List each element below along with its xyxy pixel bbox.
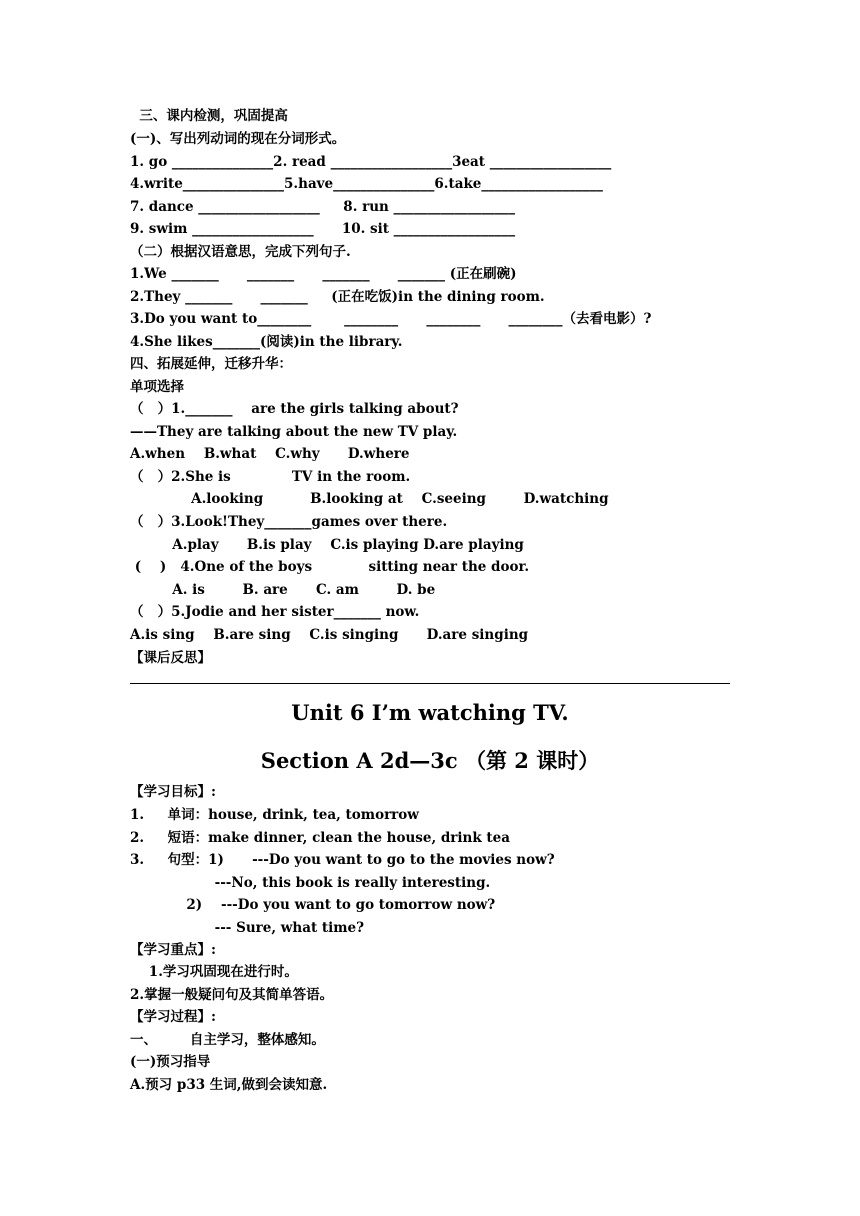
unit-title: Unit 6 I’m watching TV. [291, 700, 569, 725]
reflection-heading: 【课后反思】 [130, 650, 211, 666]
exercise-line: 4.write_______________5.have_______________6.take__________________ [130, 176, 603, 192]
exercise-line: 7. dance __________________ 8. run __________________ [130, 199, 516, 215]
mc-question: （ ）1._______ are the girls talking about? [130, 401, 459, 417]
sentence-line: 4.She likes_______(阅读)in the library. [130, 334, 403, 350]
mc-question: ——They are talking about the new TV play. [130, 424, 458, 440]
section-heading-3: 三、课内检测，巩固提高 [130, 108, 288, 124]
divider-line [130, 683, 730, 684]
exercise-line: 1. go _______________2. read __________________3eat __________________ [130, 154, 612, 170]
section-title: Section A 2d—3c （第 2 课时） [260, 748, 600, 773]
objective-line: ---No, this book is really interesting. [130, 875, 491, 891]
exercise-heading-1: (一)、写出列动词的现在分词形式。 [130, 131, 346, 147]
mc-options: A. is B. are C. am D. be [130, 582, 436, 598]
objective-line: 3. 句型：1) ---Do you want to go to the movies now? [130, 852, 555, 868]
objective-line: 2) ---Do you want to go tomorrow now? [130, 897, 496, 913]
section-heading-4: 四、拓展延伸，迁移升华： [130, 356, 292, 372]
sentence-line: 2.They _______ _______ (正在吃饭)in the dining room. [130, 289, 545, 305]
mc-options: A.play B.is play C.is playing D.are playing [130, 537, 524, 553]
mc-options: A.looking B.looking at C.seeing D.watching [130, 491, 609, 507]
process-line: (一)预习指导 [130, 1054, 211, 1070]
key-point-line: 1.学习巩固现在进行时。 [130, 964, 298, 980]
process-line: 一、 自主学习，整体感知。 [130, 1032, 325, 1048]
mc-question: （ ）5.Jodie and her sister_______ now. [130, 604, 420, 620]
process-line: A.预习 p33 生词,做到会读知意. [130, 1077, 328, 1093]
sentence-line: 1.We _______ _______ _______ _______ (正在刷碗) [130, 266, 517, 282]
objectives-heading: 【学习目标】: [130, 784, 216, 800]
process-heading: 【学习过程】: [130, 1009, 216, 1025]
key-point-line: 2.掌握一般疑问句及其简单答语。 [130, 987, 334, 1003]
mc-options: A.is sing B.are sing C.is singing D.are singing [130, 627, 529, 643]
objective-line: 2. 短语：make dinner, clean the house, drink tea [130, 830, 510, 846]
mc-question: （ ）2.She is TV in the room. [130, 469, 411, 485]
objective-line: --- Sure, what time? [130, 920, 365, 936]
key-points-heading: 【学习重点】: [130, 942, 216, 958]
exercise-line: 9. swim __________________ 10. sit __________________ [130, 221, 516, 237]
objective-line: 1. 单词：house, drink, tea, tomorrow [130, 807, 419, 823]
mc-options: A.when B.what C.why D.where [130, 446, 410, 462]
mc-question: （ ）3.Look!They_______games over there. [130, 514, 448, 530]
exercise-heading-2: （二）根据汉语意思，完成下列句子. [130, 244, 351, 260]
mc-question: ( ) 4.One of the boys sitting near the door. [130, 559, 530, 575]
mc-heading: 单项选择 [130, 379, 184, 395]
sentence-line: 3.Do you want to________ ________ ________ ________（去看电影）? [130, 311, 652, 327]
